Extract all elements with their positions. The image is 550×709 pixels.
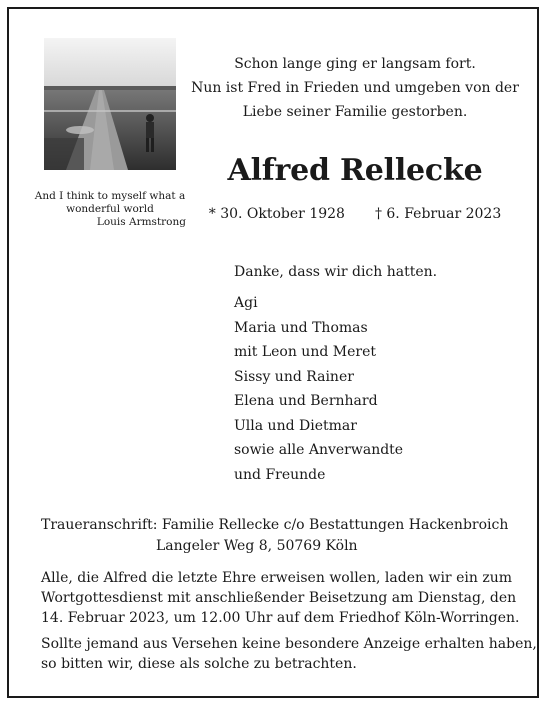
family-member: Maria und Thomas [234,319,368,336]
family-member: sowie alle Anverwandte [234,442,404,458]
quote-block [30,190,190,229]
family-list [234,291,403,487]
notice-line-2: so bitten wir, diese als solche zu betrachten. [41,656,357,672]
family-member: Sissy und Rainer [234,368,354,385]
death-date: † 6. Februar 2023 [374,206,502,222]
service-line-3: 14. Februar 2023, um 12.00 Uhr auf dem Friedhof Köln-Worringen. [41,610,520,626]
address-line-2: Langeler Weg 8, 50769 Köln [156,538,358,554]
service-paragraph [41,568,520,628]
portrait-photo [44,38,176,170]
family-member: Agi [234,295,258,311]
birth-date: * 30. Oktober 1928 [208,206,345,222]
quote-line-1: And I think to myself what a [34,190,186,202]
family-member: Elena und Bernhard [234,393,378,409]
thanks-line: Danke, dass wir dich hatten. [234,264,438,280]
mourning-address [41,515,511,557]
family-member: und Freunde [234,466,326,483]
notice-line-1: Sollte jemand aus Versehen keine besondere Anzeige erhalten haben, [41,636,537,652]
family-member: mit Leon und Meret [234,344,376,360]
family-member: Ulla und Dietmar [234,417,357,434]
service-line-1: Alle, die Alfred die letzte Ehre erweisen wollen, laden wir ein zum [41,570,512,586]
quote-line-2: wonderful world [66,203,154,215]
intro-line-2: Nun ist Fred in Frieden und umgeben von der [191,80,519,96]
life-dates [190,202,520,226]
notice-paragraph [41,634,537,674]
deceased-name: Alfred Rellecke [227,153,483,188]
intro-text [190,52,520,124]
intro-line-3: Liebe seiner Familie gestorben. [242,104,468,120]
intro-line-1: Schon lange ging er langsam fort. [234,56,476,72]
address-line-1: Traueranschrift: Familie Rellecke c/o Bestattungen Hackenbroich [41,517,509,533]
quote-author: Louis Armstrong [96,216,186,228]
service-line-2: Wortgottesdienst mit anschließender Beisetzung am Dienstag, den [41,590,517,606]
